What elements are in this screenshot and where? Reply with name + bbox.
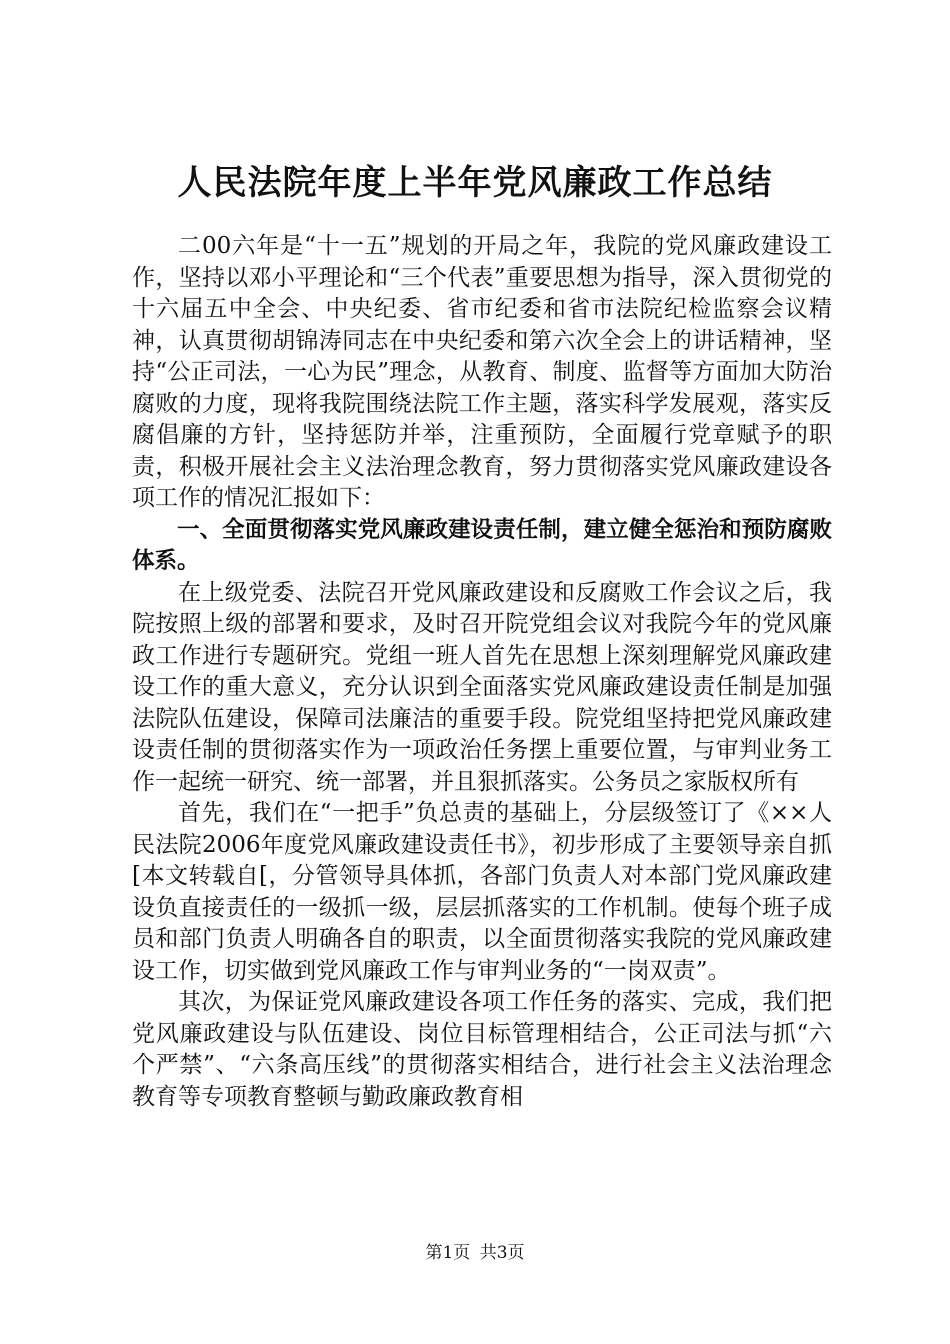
section-heading-1: 一、全面贯彻落实党风廉政建设责任制，建立健全惩治和预防腐败体系。 xyxy=(132,516,832,574)
document-body xyxy=(132,231,832,1113)
body-paragraph: 在上级党委、法院召开党风廉政建设和反腐败工作会议之后，我院按照上级的部署和要求，及时召开院党组会议对我院今年的党风廉政工作进行专题研究。党组一班人首先在思想上深刻理解党风廉政建设工作的重大意义，充分认识到全面落实党风廉政建设责任制是加强法院队伍建设，保障司法廉洁的重要手段。院党组坚持把党风廉政建设责任制的贯彻落实作为一项政治任务摆上重要位置，与审判业务工作一起统一研究、统一部署，并且狠抓落实。公务员之家版权所有 xyxy=(132,579,832,795)
page-total: 共3页 xyxy=(479,1243,525,1263)
body-paragraph: 首先，我们在“一把手”负总责的基础上，分层级签订了《××人民法院2006年度党风廉政建设责任书》，初步形成了主要领导亲自抓[本文转载自[，分管领导具体抓，各部门负责人对本部门党风廉政建设负直接责任的一级抓一级，层层抓落实的工作机制。使每个班子成员和部门负责人明确各自的职责，以全面贯彻落实我院的党风廉政建设工作，切实做到党风廉政工作与审判业务的“一岗双责”。 xyxy=(132,800,832,984)
body-paragraph: 其次，为保证党风廉政建设各项工作任务的落实、完成，我们把党风廉政建设与队伍建设、岗位目标管理相结合，公正司法与抓“六个严禁”、“六条高压线”的贯彻落实相结合，进行社会主义法治理念教育等专项教育整顿与勤政廉政教育相 xyxy=(132,989,832,1110)
intro-paragraph: 二00六年是“十一五”规划的开局之年，我院的党风廉政建设工作，坚持以邓小平理论和“三个代表”重要思想为指导，深入贯彻党的十六届五中全会、中央纪委、省市纪委和省市法院纪检监察会议精神，认真贯彻胡锦涛同志在中央纪委和第六次全会上的讲话精神，坚持“公正司法，一心为民”理念，从教育、制度、监督等方面加大防治腐败的力度，现将我院围绕法院工作主题，落实科学发展观，落实反腐倡廉的方针，坚持惩防并举，注重预防，全面履行党章赋予的职责，积极开展社会主义法治理念教育，努力贯彻落实党风廉政建设各项工作的情况汇报如下： xyxy=(132,233,832,511)
document-title: 人民法院年度上半年党风廉政工作总结 xyxy=(177,163,773,203)
page-number: 第1页 xyxy=(425,1243,471,1263)
page-footer xyxy=(0,1241,950,1265)
